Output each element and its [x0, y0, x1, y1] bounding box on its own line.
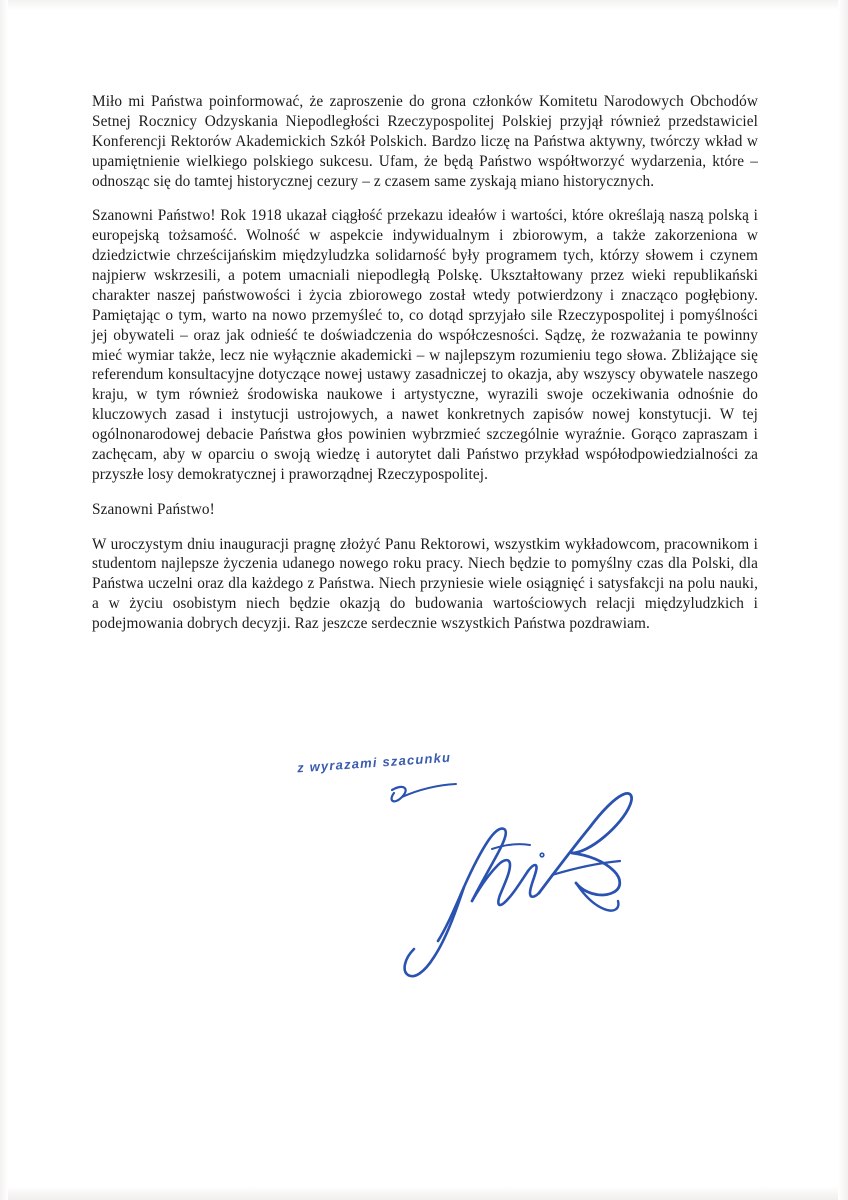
scan-edge-top	[0, 0, 848, 10]
scan-edge-right	[838, 0, 848, 1200]
handwritten-closing-text: z wyrazami szacunku	[296, 749, 452, 776]
scan-edge-bottom	[0, 1186, 848, 1200]
paragraph-salutation: Szanowni Państwo!	[92, 500, 215, 518]
paragraph: Miło mi Państwa poinformować, że zaproszenie do grona członków Komitetu Narodowych Obchodów Setnej Rocznicy Odzyskania Niepodległości Rzeczypospolitej Polskiej przyjął również przedstawiciel Konferencji Rektorów Akademickich Szkół Polskich. Bardzo liczę na Państwa aktywny, twórczy wkład w upamiętnienie wielkiego polskiego sukcesu. Ufam, że będą Państwo współtworzyć wydarzenia, które – odnosząc się do tamtej historycznej cezury – z czasem same zyskają miano historycznych.	[92, 93, 758, 190]
paragraph: W uroczystym dniu inauguracji pragnę złożyć Panu Rektorowi, wszystkim wykładowcom, pracownikom i studentom najlepsze życzenia udanego nowego roku pracy. Niech będzie to pomyślny czas dla Polski, dla Państwa uczelni oraz dla każdego z Państwa. Niech przyniesie wiele osiągnięć i satysfakcji na polu nauki, a w życiu osobistym niech będzie okazją do budowania wartościowych relacji międzyludzkich i podejmowania dobrych decyzji. Raz jeszcze serdecznie wszystkich Państwa pozdrawiam.	[92, 535, 758, 632]
letter-body	[92, 92, 758, 649]
signature-block	[92, 735, 758, 995]
paragraph: Szanowni Państwo! Rok 1918 ukazał ciągłość przekazu ideałów i wartości, które określają naszą polską i europejską tożsamość. Wolność w aspekcie indywidualnym i zbiorowym, a także zakorzeniona w dziedzictwie chrześcijańskim międzyludzka solidarność były programem tych, którzy słowem i czynem najpierw wskrzesili, a potem umacniali niepodległą Polskę. Ukształtowany przez wieki republikański charakter naszej państwowości i życia zbiorowego został wtedy potwierdzony i znacząco pogłębiony. Pamiętając o tym, warto na nowo przemyśleć to, co dotąd sprzyjało sile Rzeczypospolitej i pomyślności jej obywateli – oraz jak odnieść te doświadczenia do współczesności. Sądzę, że rozważania te powinny mieć wymiar także, lecz nie wyłącznie akademicki – w najlepszym rozumieniu tego słowa. Zbliżające się referendum konsultacyjne dotyczące nowej ustawy zasadniczej to okazja, aby wszyscy obywatele naszego kraju, w tym również środowiska naukowe i artystyczne, wyrazili swoje oczekiwania odnośnie do kluczowych zasad i instytucji ustrojowych, a nawet konkretnych zapisów nowej konstytucji. W tej ogólnonarodowej debacie Państwa głos powinien wybrzmieć szczególnie wyraźnie. Gorąco zapraszam i zachęcam, aby w oparciu o swoją wiedzę i autorytet dali Państwo przykład współodpowiedzialności za przyszłe losy demokratycznej i praworządnej Rzeczypospolitej.	[92, 207, 758, 483]
handwritten-signature	[242, 745, 722, 985]
scan-edge-left	[0, 0, 8, 1200]
